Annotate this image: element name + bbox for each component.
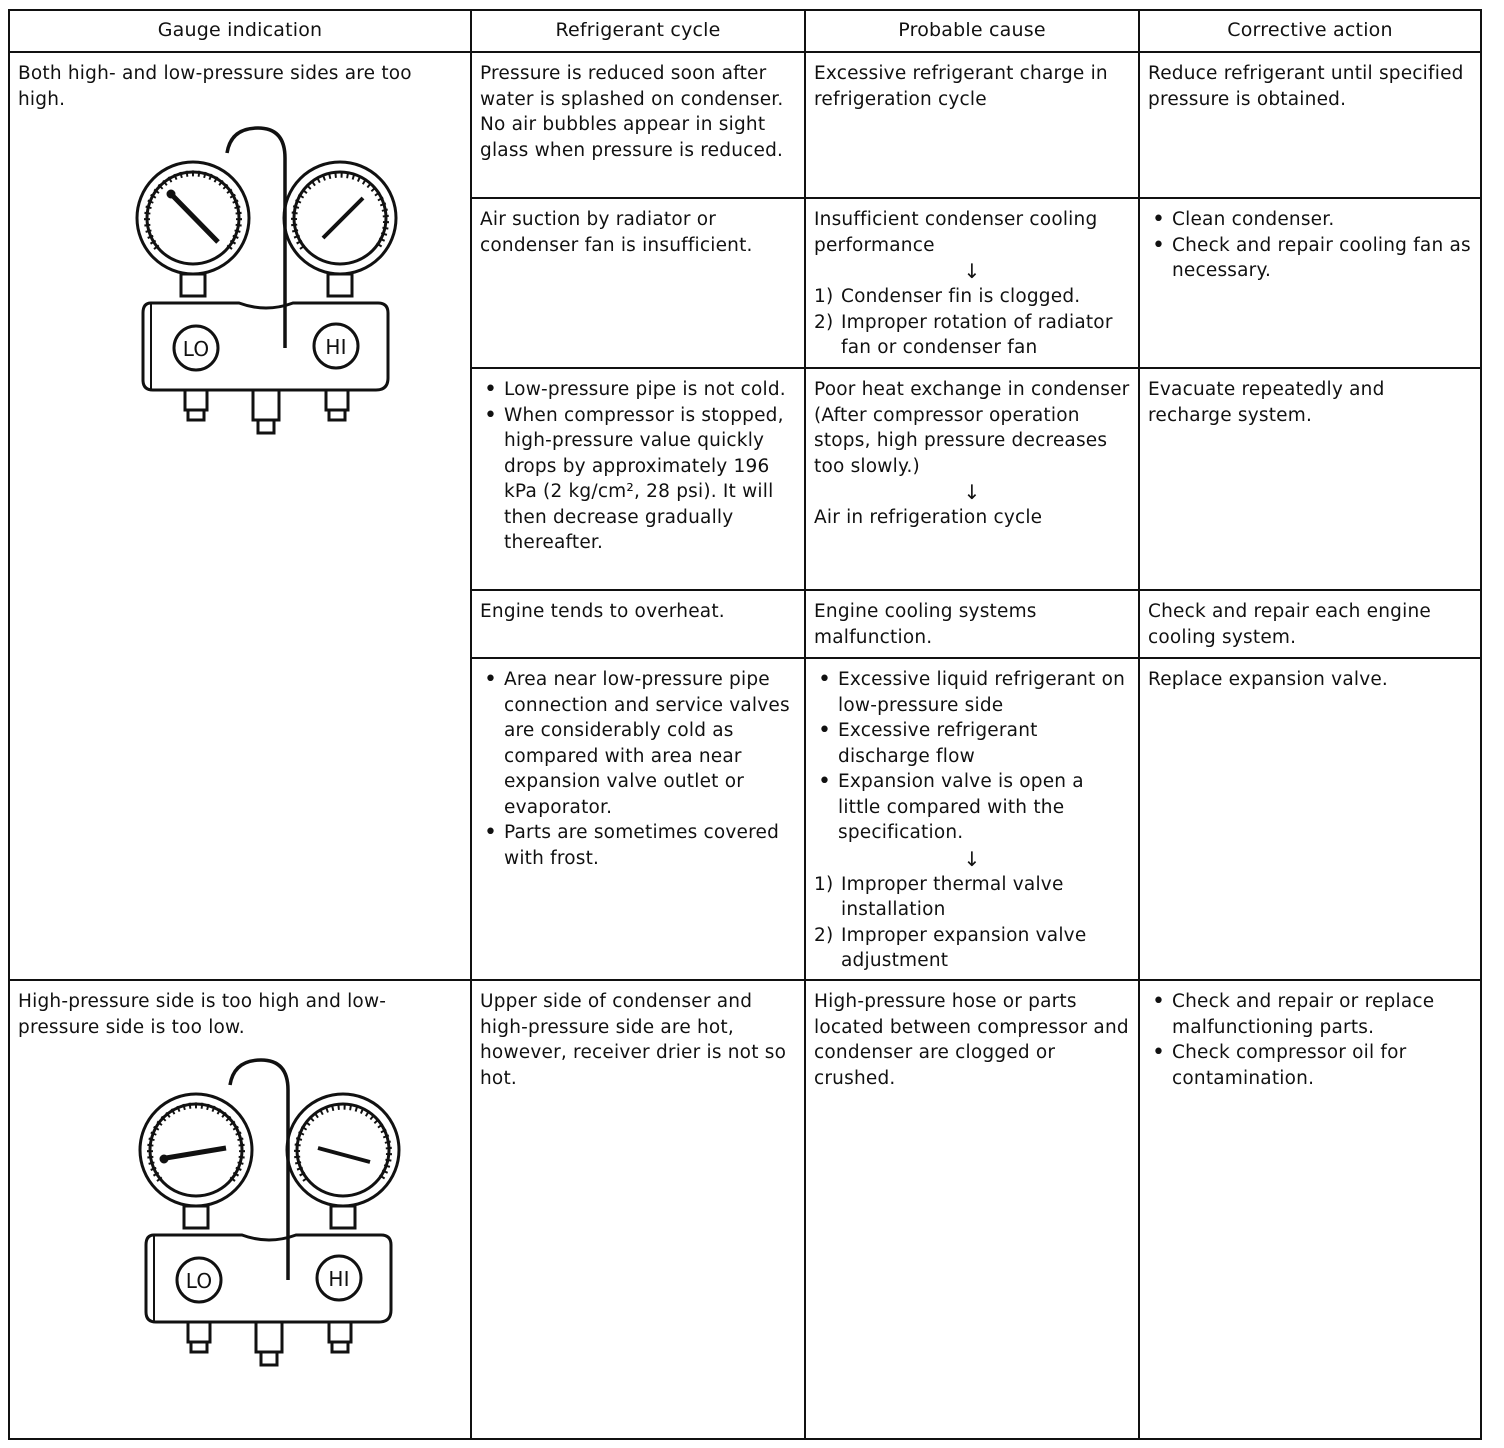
header-corrective-action: Corrective action xyxy=(1139,10,1481,52)
manifold-gauge-icon xyxy=(133,118,403,438)
diagnosis-table xyxy=(8,9,1482,1440)
corrective-action-cell: Check and repair each engine cooling system. xyxy=(1139,590,1481,658)
gauge-indication-text: Both high- and low-pressure sides are too high. xyxy=(18,63,412,110)
header-row xyxy=(9,10,1481,52)
probable-cause-cell: Excessive refrigerant charge in refrigeration cycle xyxy=(805,52,1139,198)
hi-label: HI xyxy=(325,335,347,359)
corrective-action-cell: Replace expansion valve. xyxy=(1139,658,1481,980)
probable-cause-cell xyxy=(805,658,1139,980)
probable-cause-cell: High-pressure hose or parts located between compressor and condenser are clogged or crushed. xyxy=(805,980,1139,1439)
refrigerant-cycle-cell: Air suction by radiator or condenser fan is insufficient. xyxy=(471,198,805,368)
cause-heading: Poor heat exchange in condenser xyxy=(814,379,1130,400)
cause-result: Air in refrigeration cycle xyxy=(814,507,1043,528)
cause-note: (After compressor operation stops, high pressure decreases too slowly.) xyxy=(814,404,1108,477)
probable-cause-cell: Engine cooling systems malfunction. xyxy=(805,590,1139,658)
corrective-action-cell: Reduce refrigerant until specified pressure is obtained. xyxy=(1139,52,1481,198)
refrigerant-cycle-cell: Engine tends to overheat. xyxy=(471,590,805,658)
cause-heading: Insufficient condenser cooling performance xyxy=(814,209,1098,256)
header-probable-cause: Probable cause xyxy=(805,10,1139,52)
corrective-action-cell xyxy=(1139,198,1481,368)
gauge-indication-cell xyxy=(9,980,471,1439)
list-item: • Low-pressure pipe is not cold. xyxy=(480,377,796,403)
list-item: • When compressor is stopped, high-pressure value quickly drops by approximately 196 kPa (2 kg/cm², 28 psi). It will then decrease gradually thereafter. xyxy=(480,403,796,556)
down-arrow-icon: ↓ xyxy=(963,259,981,283)
header-refrigerant-cycle: Refrigerant cycle xyxy=(471,10,805,52)
list-item: • Excessive liquid refrigerant on low-pressure side xyxy=(814,667,1130,718)
list-item: • Check and repair or replace malfunctioning parts. xyxy=(1148,989,1472,1040)
list-item: • Area near low-pressure pipe connection and service valves are considerably cold as compared with area near expansion valve outlet or evaporator. xyxy=(480,667,796,820)
gauge-indication-cell xyxy=(9,52,471,980)
list-item: • Check and repair cooling fan as necessary. xyxy=(1148,233,1472,284)
list-item: • Expansion valve is open a little compared with the specification. xyxy=(814,769,1130,846)
manifold-gauge-illustration xyxy=(136,1050,462,1378)
list-item: • Clean condenser. xyxy=(1148,207,1472,233)
lo-label: LO xyxy=(182,337,210,361)
troubleshooting-sheet xyxy=(8,9,1480,1440)
refrigerant-cycle-cell: Upper side of condenser and high-pressure side are hot, however, receiver drier is not so hot. xyxy=(471,980,805,1439)
hi-label: HI xyxy=(328,1267,350,1291)
probable-cause-cell xyxy=(805,368,1139,590)
list-item: 1) Improper thermal valve installation xyxy=(814,873,1064,920)
list-item: 2) Improper expansion valve adjustment xyxy=(814,924,1087,971)
corrective-action-cell xyxy=(1139,980,1481,1439)
refrigerant-cycle-cell xyxy=(471,368,805,590)
probable-cause-cell xyxy=(805,198,1139,368)
refrigerant-cycle-cell xyxy=(471,658,805,980)
list-item: • Parts are sometimes covered with frost. xyxy=(480,820,796,871)
gauge-indication-text: High-pressure side is too high and low-pressure side is too low. xyxy=(18,991,387,1038)
list-item: • Excessive refrigerant discharge flow xyxy=(814,718,1130,769)
table-row xyxy=(9,52,1481,198)
lo-label: LO xyxy=(185,1269,213,1293)
header-gauge-indication: Gauge indication xyxy=(9,10,471,52)
corrective-action-cell: Evacuate repeatedly and recharge system. xyxy=(1139,368,1481,590)
down-arrow-icon: ↓ xyxy=(963,846,981,871)
list-item: 2) Improper rotation of radiator fan or condenser fan xyxy=(814,311,1113,358)
manifold-gauge-illustration xyxy=(133,118,462,446)
refrigerant-cycle-cell: Pressure is reduced soon after water is splashed on condenser. No air bubbles appear in sight glass when pressure is reduced. xyxy=(471,52,805,198)
down-arrow-icon: ↓ xyxy=(963,480,981,504)
manifold-gauge-icon xyxy=(136,1050,406,1370)
list-item: 1) Condenser fin is clogged. xyxy=(814,286,1081,307)
list-item: • Check compressor oil for contamination. xyxy=(1148,1040,1472,1091)
table-row xyxy=(9,980,1481,1439)
